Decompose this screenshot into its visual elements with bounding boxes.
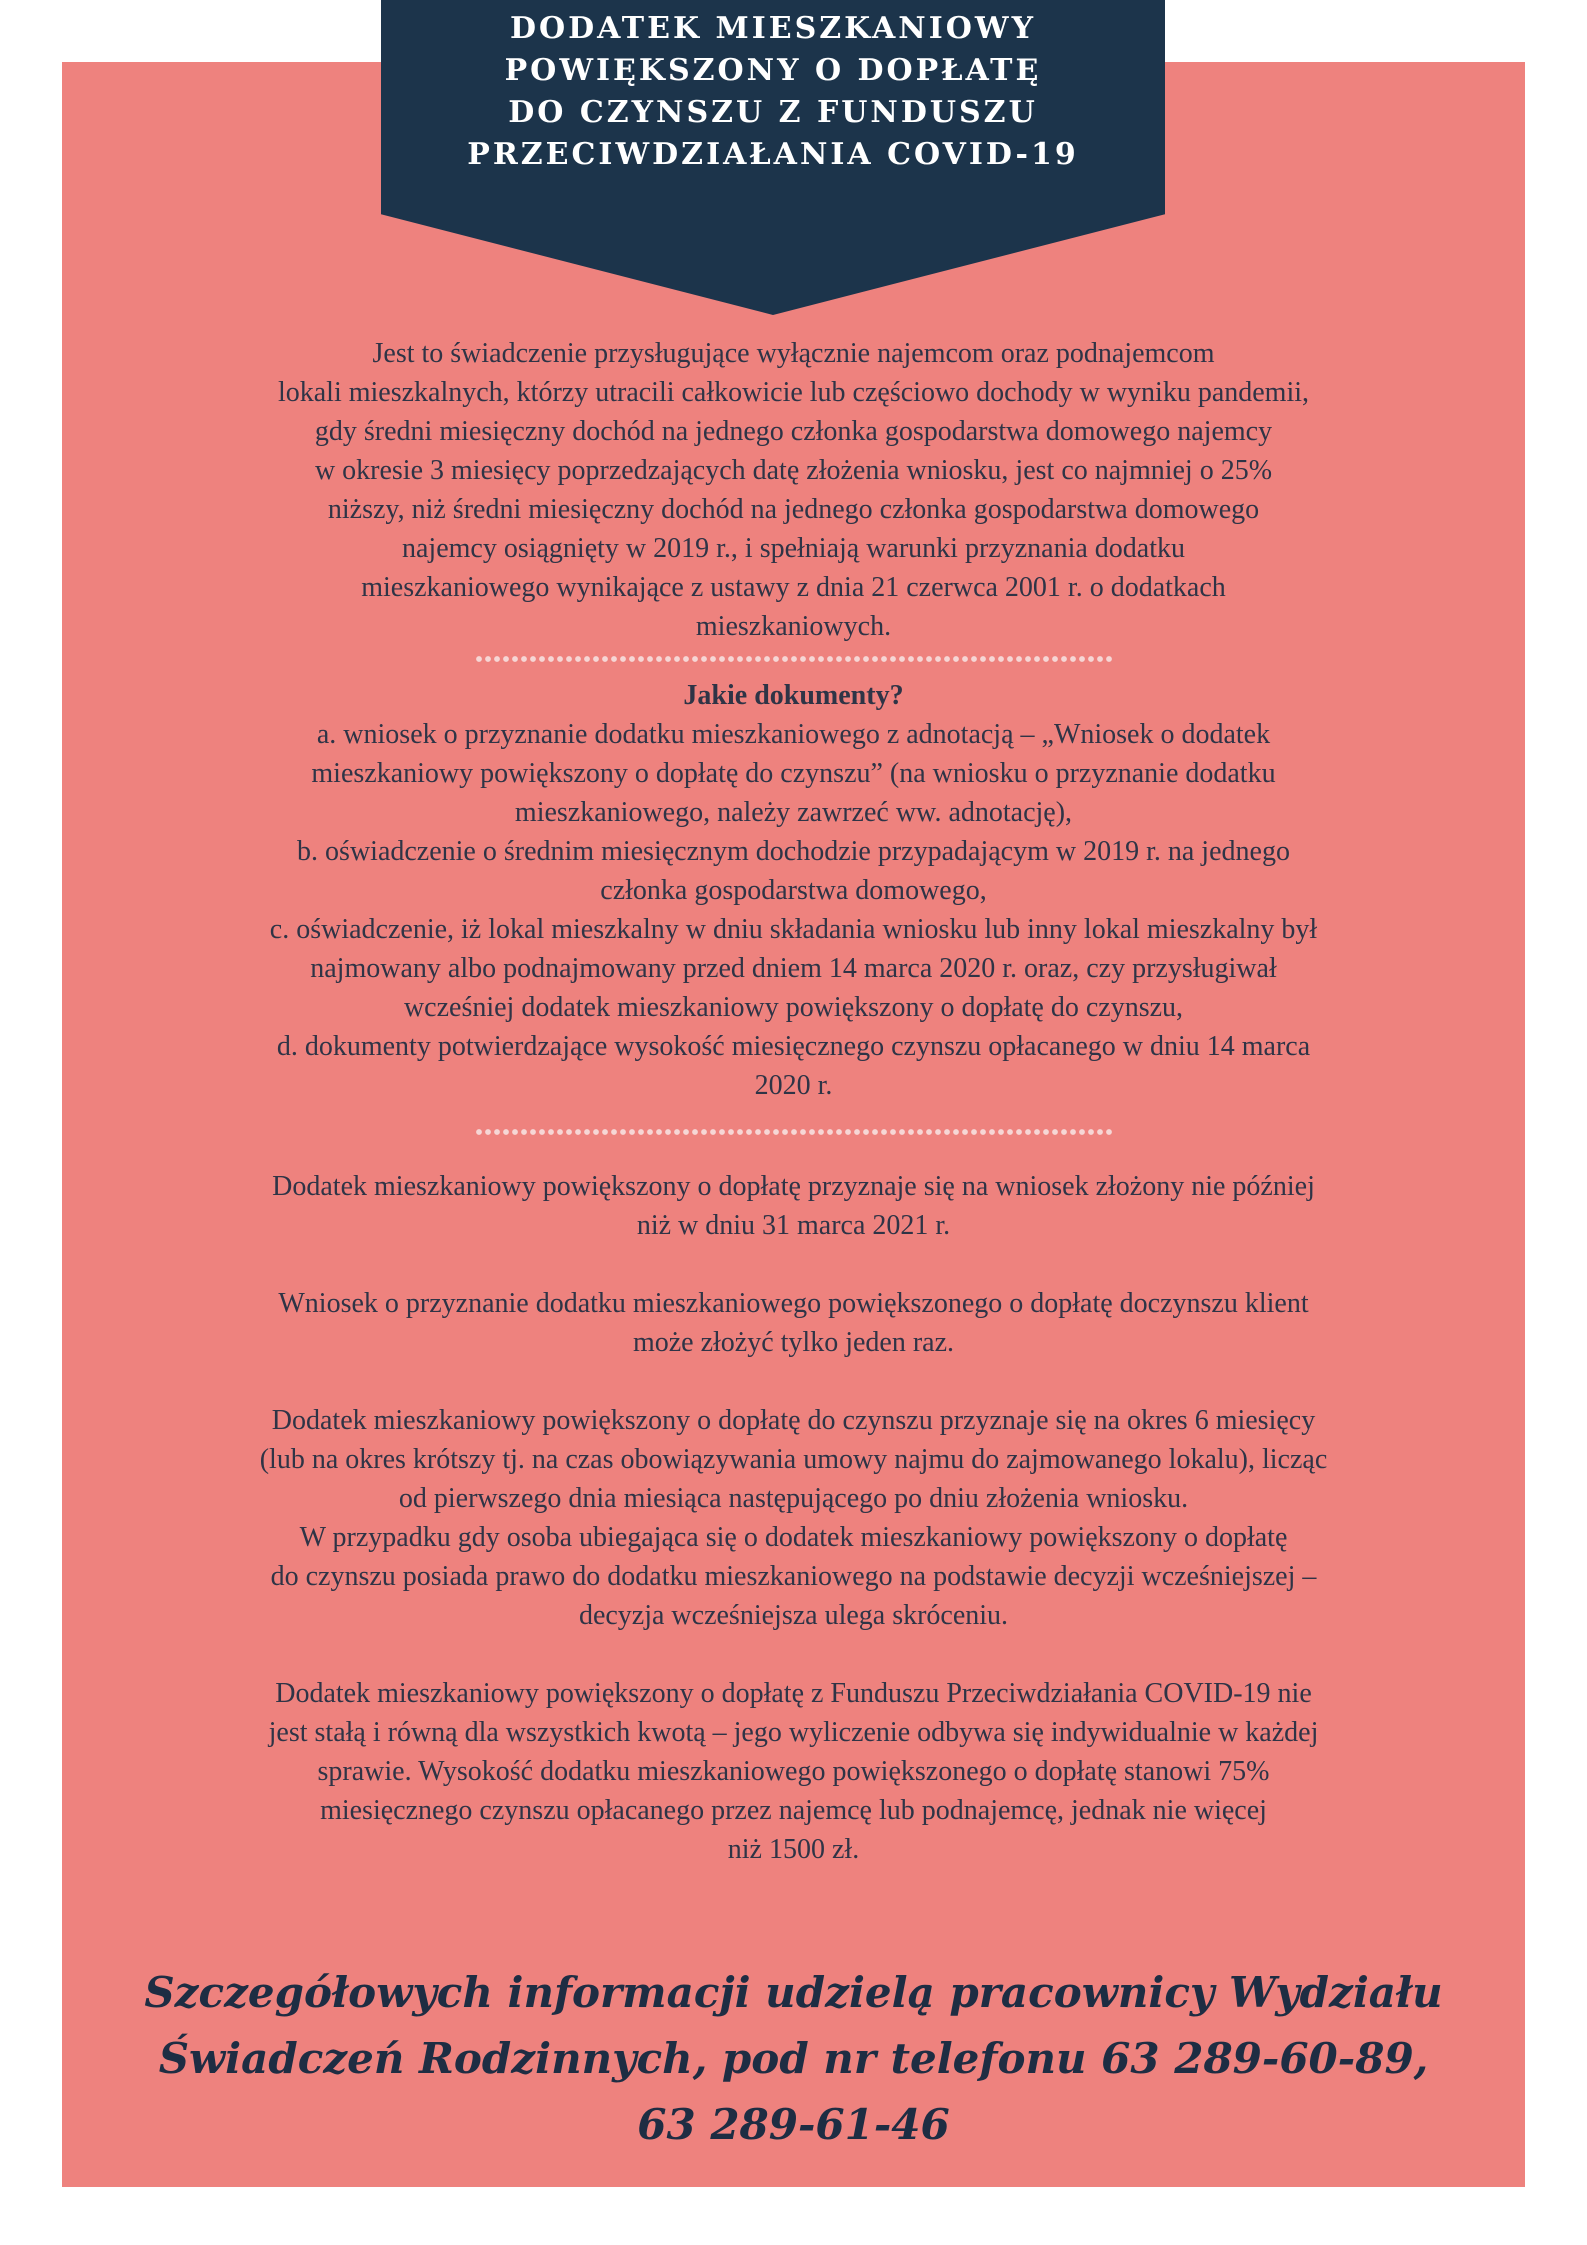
- period-line: Dodatek mieszkaniowy powiększony o dopłatę do czynszu przyznaje się na okres 6 miesięcy: [271, 1405, 1316, 1436]
- dotted-divider: [474, 1127, 1114, 1137]
- documents-line: mieszkaniowy powiększony o dopłatę do czynszu” (na wniosku o przyznanie dodatku: [311, 758, 1276, 789]
- deadline-line: niż w dniu 31 marca 2021 r.: [636, 1210, 951, 1241]
- main-content: [100, 334, 1487, 1869]
- header-title-line: PRZECIWDZIAŁANIA COVID-19: [467, 137, 1079, 172]
- intro-line: lokali mieszkalnych, którzy utracili całkowicie lub częściowo dochody w wyniku pandemii,: [277, 377, 1310, 408]
- contact-footer: [62, 1960, 1525, 2158]
- period-line: W przypadku gdy osoba ubiegająca się o dodatek mieszkaniowy powiększony o dopłatę: [299, 1522, 1288, 1553]
- documents-line: najmowany albo podnajmowany przed dniem 14 marca 2020 r. oraz, czy przysługiwał: [310, 953, 1277, 984]
- intro-line: w okresie 3 miesięcy poprzedzających datę złożenia wniosku, jest co najmniej o 25%: [314, 455, 1273, 486]
- header-title-line: DODATEK MIESZKANIOWY: [509, 11, 1036, 46]
- intro-line: niższy, niż średni miesięczny dochód na jednego członka gospodarstwa domowego: [327, 494, 1260, 525]
- intro-paragraph: [100, 334, 1487, 646]
- amount-line: niż 1500 zł.: [727, 1834, 860, 1865]
- deadline-paragraph: [100, 1167, 1487, 1245]
- spacer: [100, 1635, 1487, 1674]
- documents-line: wcześniej dodatek mieszkaniowy powiększony o dopłatę do czynszu,: [403, 992, 1184, 1023]
- spacer: [100, 1245, 1487, 1284]
- intro-line: najemcy osiągnięty w 2019 r., i spełniają warunki przyznania dodatku: [401, 533, 1185, 564]
- dotted-divider: [474, 654, 1114, 664]
- intro-line: mieszkaniowych.: [695, 611, 892, 642]
- spacer: [100, 1362, 1487, 1401]
- documents-heading: Jakie dokumenty?: [683, 680, 904, 711]
- amount-line: Dodatek mieszkaniowy powiększony o dopłatę z Funduszu Przeciwdziałania COVID-19 nie: [275, 1678, 1312, 1709]
- header-title: [381, 8, 1165, 176]
- intro-line: mieszkaniowego wynikające z ustawy z dnia 21 czerwca 2001 r. o dodatkach: [361, 572, 1226, 603]
- documents-line: c. oświadczenie, iż lokal mieszkalny w dniu składania wniosku lub inny lokal mieszkalny był: [269, 914, 1318, 945]
- documents-list: [100, 715, 1487, 1105]
- documents-line: mieszkaniowego, należy zawrzeć ww. adnotację),: [514, 797, 1073, 828]
- once-paragraph: [100, 1284, 1487, 1362]
- documents-line: b. oświadczenie o średnim miesięcznym dochodzie przypadającym w 2019 r. na jednego: [297, 836, 1290, 867]
- deadline-line: Dodatek mieszkaniowy powiększony o dopłatę przyznaje się na wniosek złożony nie później: [272, 1171, 1315, 1202]
- intro-line: Jest to świadczenie przysługujące wyłącznie najemcom oraz podnajemcom: [372, 338, 1215, 369]
- contact-line: Szczegółowych informacji udzielą pracownicy Wydziału: [144, 1968, 1443, 2017]
- amount-paragraph: [100, 1674, 1487, 1869]
- spacer: [100, 1137, 1487, 1167]
- documents-line: a. wniosek o przyznanie dodatku mieszkaniowego z adnotacją – „Wniosek o dodatek: [316, 719, 1271, 750]
- period-line: od pierwszego dnia miesiąca następującego po dniu złożenia wniosku.: [398, 1483, 1189, 1514]
- intro-line: gdy średni miesięczny dochód na jednego członka gospodarstwa domowego najemcy: [314, 416, 1273, 447]
- header-title-line: POWIĘKSZONY O DOPŁATĘ: [504, 53, 1042, 88]
- period-line: (lub na okres krótszy tj. na czas obowiązywania umowy najmu do zajmowanego lokalu), licząc: [259, 1444, 1328, 1475]
- period-line: do czynszu posiada prawo do dodatku mieszkaniowego na podstawie decyzji wcześniejszej –: [270, 1561, 1317, 1592]
- contact-phone: 63 289-61-46: [637, 2100, 950, 2149]
- documents-line: członka gospodarstwa domowego,: [600, 875, 987, 906]
- amount-line: jest stałą i równą dla wszystkich kwotą – jego wyliczenie odbywa się indywidualnie w każdej: [268, 1717, 1319, 1748]
- documents-line: 2020 r.: [754, 1070, 833, 1101]
- once-line: może złożyć tylko jeden raz.: [632, 1327, 955, 1358]
- contact-line: Świadczeń Rodzinnych, pod nr telefonu 63 289-60-89,: [158, 2034, 1429, 2083]
- amount-line: miesięcznego czynszu opłacanego przez najemcę lub podnajemcę, jednak nie więcej: [320, 1795, 1267, 1826]
- header-title-line: DO CZYNSZU Z FUNDUSZU: [508, 95, 1038, 130]
- period-line: decyzja wcześniejsza ulega skróceniu.: [578, 1600, 1009, 1631]
- period-paragraph: [100, 1401, 1487, 1635]
- once-line: Wniosek o przyznanie dodatku mieszkaniowego powiększonego o dopłatę doczynszu klient: [278, 1288, 1309, 1319]
- amount-line: sprawie. Wysokość dodatku mieszkaniowego powiększonego o dopłatę stanowi 75%: [317, 1756, 1270, 1787]
- documents-line: d. dokumenty potwierdzające wysokość miesięcznego czynszu opłacanego w dniu 14 marca: [276, 1031, 1311, 1062]
